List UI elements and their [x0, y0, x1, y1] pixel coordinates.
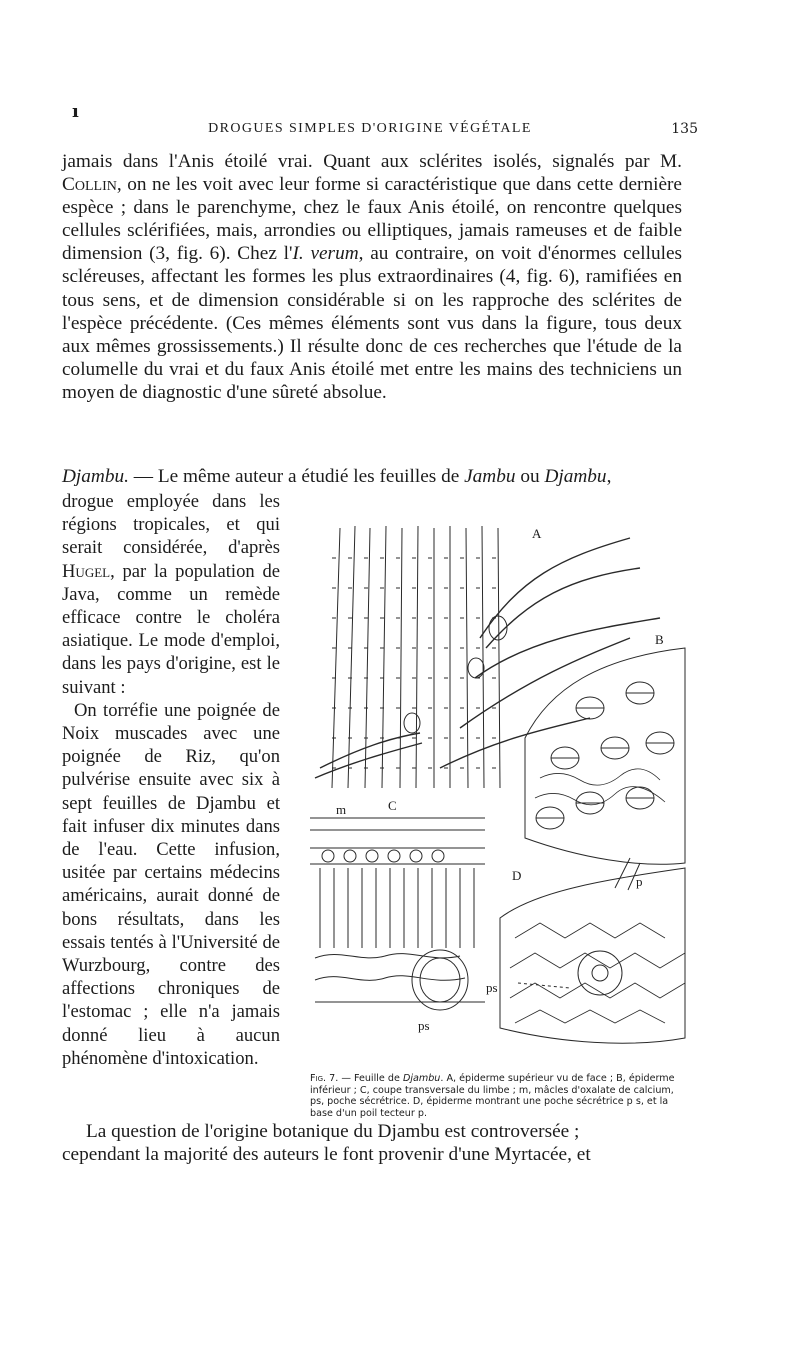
figure-7-illustration — [300, 518, 690, 1073]
left-text-column — [62, 490, 280, 1070]
paragraph-preparation: On torréfie une poignée de Noix muscades avec une poignée de Riz, qu'on pulvérise ensuite avec six à sept feuilles de Djambu et fait infuser dix minutes dans de l'eau. Cette infusion, usitée par certains médecins américains, aurait donné de bons résultats, dans les essais tentés à l'Université de Wurzbourg, contre des affections chroniques de l'estomac ; elle n'a jamais donné lieu à aucun phénomène d'intoxication. — [62, 699, 280, 1069]
species-name: I. verum — [292, 243, 359, 265]
label-ps-c: ps — [418, 1018, 430, 1033]
panel-c-section — [310, 818, 485, 1010]
author-collin: Collin — [62, 174, 117, 196]
label-a: A — [532, 526, 542, 541]
label-p: p — [636, 874, 643, 889]
label-c: C — [388, 798, 397, 813]
running-header — [60, 101, 698, 143]
paragraph-origin: La question de l'origine botanique du Djambu est controversée ; cependant la majorité des auteurs le font provenir d'une Myrtacée, et — [62, 1121, 591, 1166]
running-title: DROGUES SIMPLES D'ORIGINE VÉGÉTALE — [208, 121, 532, 136]
djambu-intro: Djambu. — Le même auteur a étudié les feuilles de Jambu ou Djambu, — [62, 466, 612, 487]
margin-mark: ı — [72, 101, 79, 122]
label-m: m — [336, 802, 347, 817]
figure-caption: Fig. 7. — Feuille de Djambu. A, épiderme supérieur vu de face ; B, épiderme inférieur ; C, coupe transversale du limbe ; m, mâcles d'oxalate de calcium, ps, poche sécrétrice. D, épiderme montrant une poche sécrétrice p s, et la base d'un poil tecteur p. — [310, 1073, 675, 1119]
label-b: B — [655, 632, 664, 647]
author-hugel: Hugel — [62, 560, 111, 582]
paragraph-anis: jamais dans l'Anis étoilé vrai. Quant aux sclérites isolés, signalés par M. Collin, on ne les voit avec leur forme si caractéristique que dans cette dernière espèce ; dans le parenchyme, chez le faux Anis étoilé, on rencontre quelques cellules sclérifiées, mais, arrondies ou elliptiques, jamais rameuses et de faible dimension (3, fig. 6). Chez l'I. verum, au contraire, on voit d'énormes cellules scléreuses, affectant les formes les plus extraordinaires (4, fig. 6), ramifiées en tous sens, et de dimension considérable si on les rapproche des sclérites de l'espèce précédente. (Ces mêmes éléments sont vus dans la figure, tous deux aux mêmes grossissements.) Il résulte donc de ces recherches que l'étude de la columelle du vrai et du faux Anis étoilé met entre les mains des techniciens un moyen de diagnostic d'une sûreté absolue. — [62, 151, 683, 403]
page-number: 135 — [671, 121, 698, 137]
section-heading-djambu: Djambu. — [62, 466, 129, 487]
paragraph-usage: drogue employée dans les régions tropicales, et qui serait considérée, d'après Hugel, par la population de Java, comme un remède efficace contre le choléra asiatique. Le mode d'emploi, dans les pays d'origine, est le suivant : — [62, 491, 280, 698]
label-ps-d: ps — [486, 980, 498, 995]
panel-a-epidermis — [315, 526, 660, 788]
panel-b-lower-epidermis — [525, 648, 685, 864]
panel-d-epidermis — [500, 858, 685, 1043]
label-d: D — [512, 868, 522, 883]
